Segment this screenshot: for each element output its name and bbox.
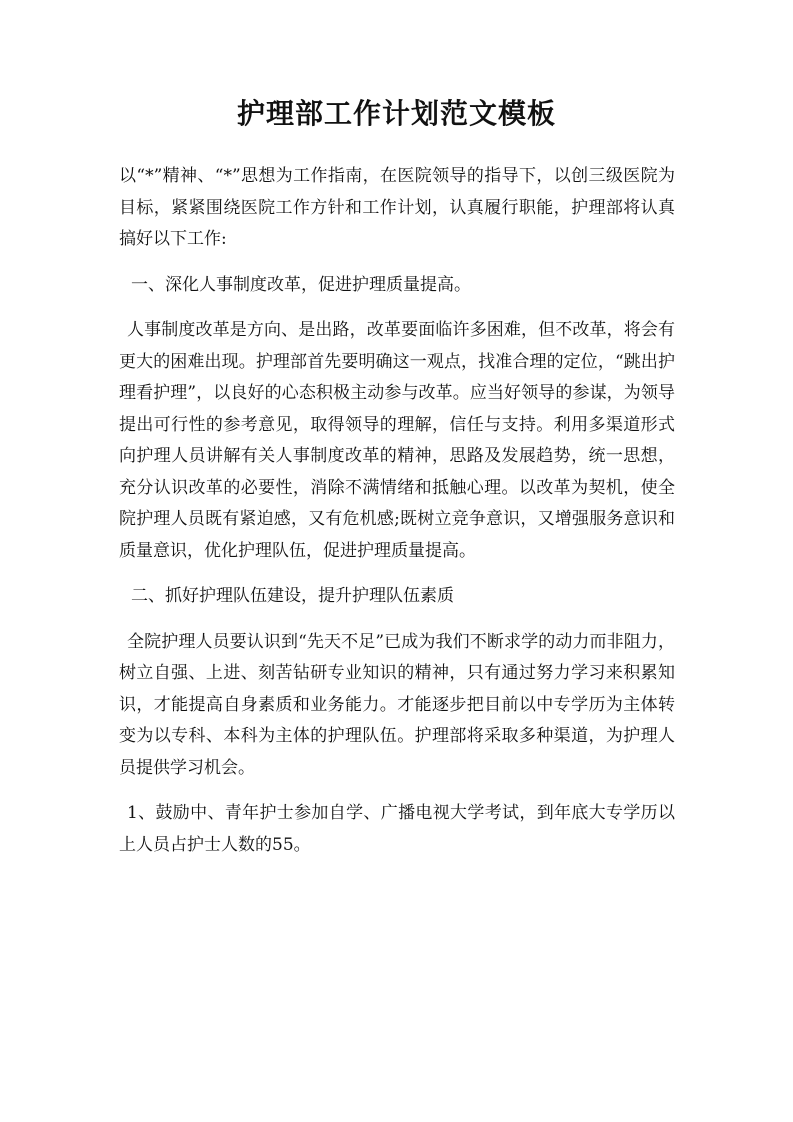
list-item-1: 1、鼓励中、青年护士参加自学、广播电视大学考试，到年底大专学历以上人员占护士人数的55。 <box>119 803 675 855</box>
document-body <box>119 161 675 875</box>
section-heading-2: 二、抓好护理队伍建设，提升护理队伍素质 <box>131 586 454 606</box>
document-title: 护理部工作计划范文模板 <box>236 97 556 130</box>
section-heading-1: 一、深化人事制度改革，促进护理质量提高。 <box>131 274 471 295</box>
intro-paragraph: 以“*”精神、“*”思想为工作指南，在医院领导的指导下，以创三级医院为目标，紧紧围绕医院工作方针和工作计划，认真履行职能，护理部将认真搞好以下工作: <box>119 166 675 249</box>
section-2-paragraph: 全院护理人员要认识到“先天不足”已成为我们不断求学的动力而非阻力，树立自强、上进、刻苦钻研专业知识的精神，只有通过努力学习来积累知识，才能提高自身素质和业务能力。才能逐步把目前以中专学历为主体转变为以专科、本科为主体的护理队伍。护理部将采取多种渠道，为护理人员提供学习机会。 <box>119 631 675 778</box>
section-1-paragraph: 人事制度改革是方向、是出路，改革要面临许多困难，但不改革，将会有更大的困难出现。护理部首先要明确这一观点，找准合理的定位，“跳出护理看护理”，以良好的心态积极主动参与改革。应当好领导的参谋，为领导提出可行性的参考意见，取得领导的理解，信任与支持。利用多渠道形式向护理人员讲解有关人事制度改革的精神，思路及发展趋势，统一思想，充分认识改革的必要性，消除不满情绪和抵触心理。以改革为契机，使全院护理人员既有紧迫感，又有危机感;既树立竞争意识，又增强服务意识和质量意识，优化护理队伍，促进护理质量提高。 <box>119 320 675 561</box>
